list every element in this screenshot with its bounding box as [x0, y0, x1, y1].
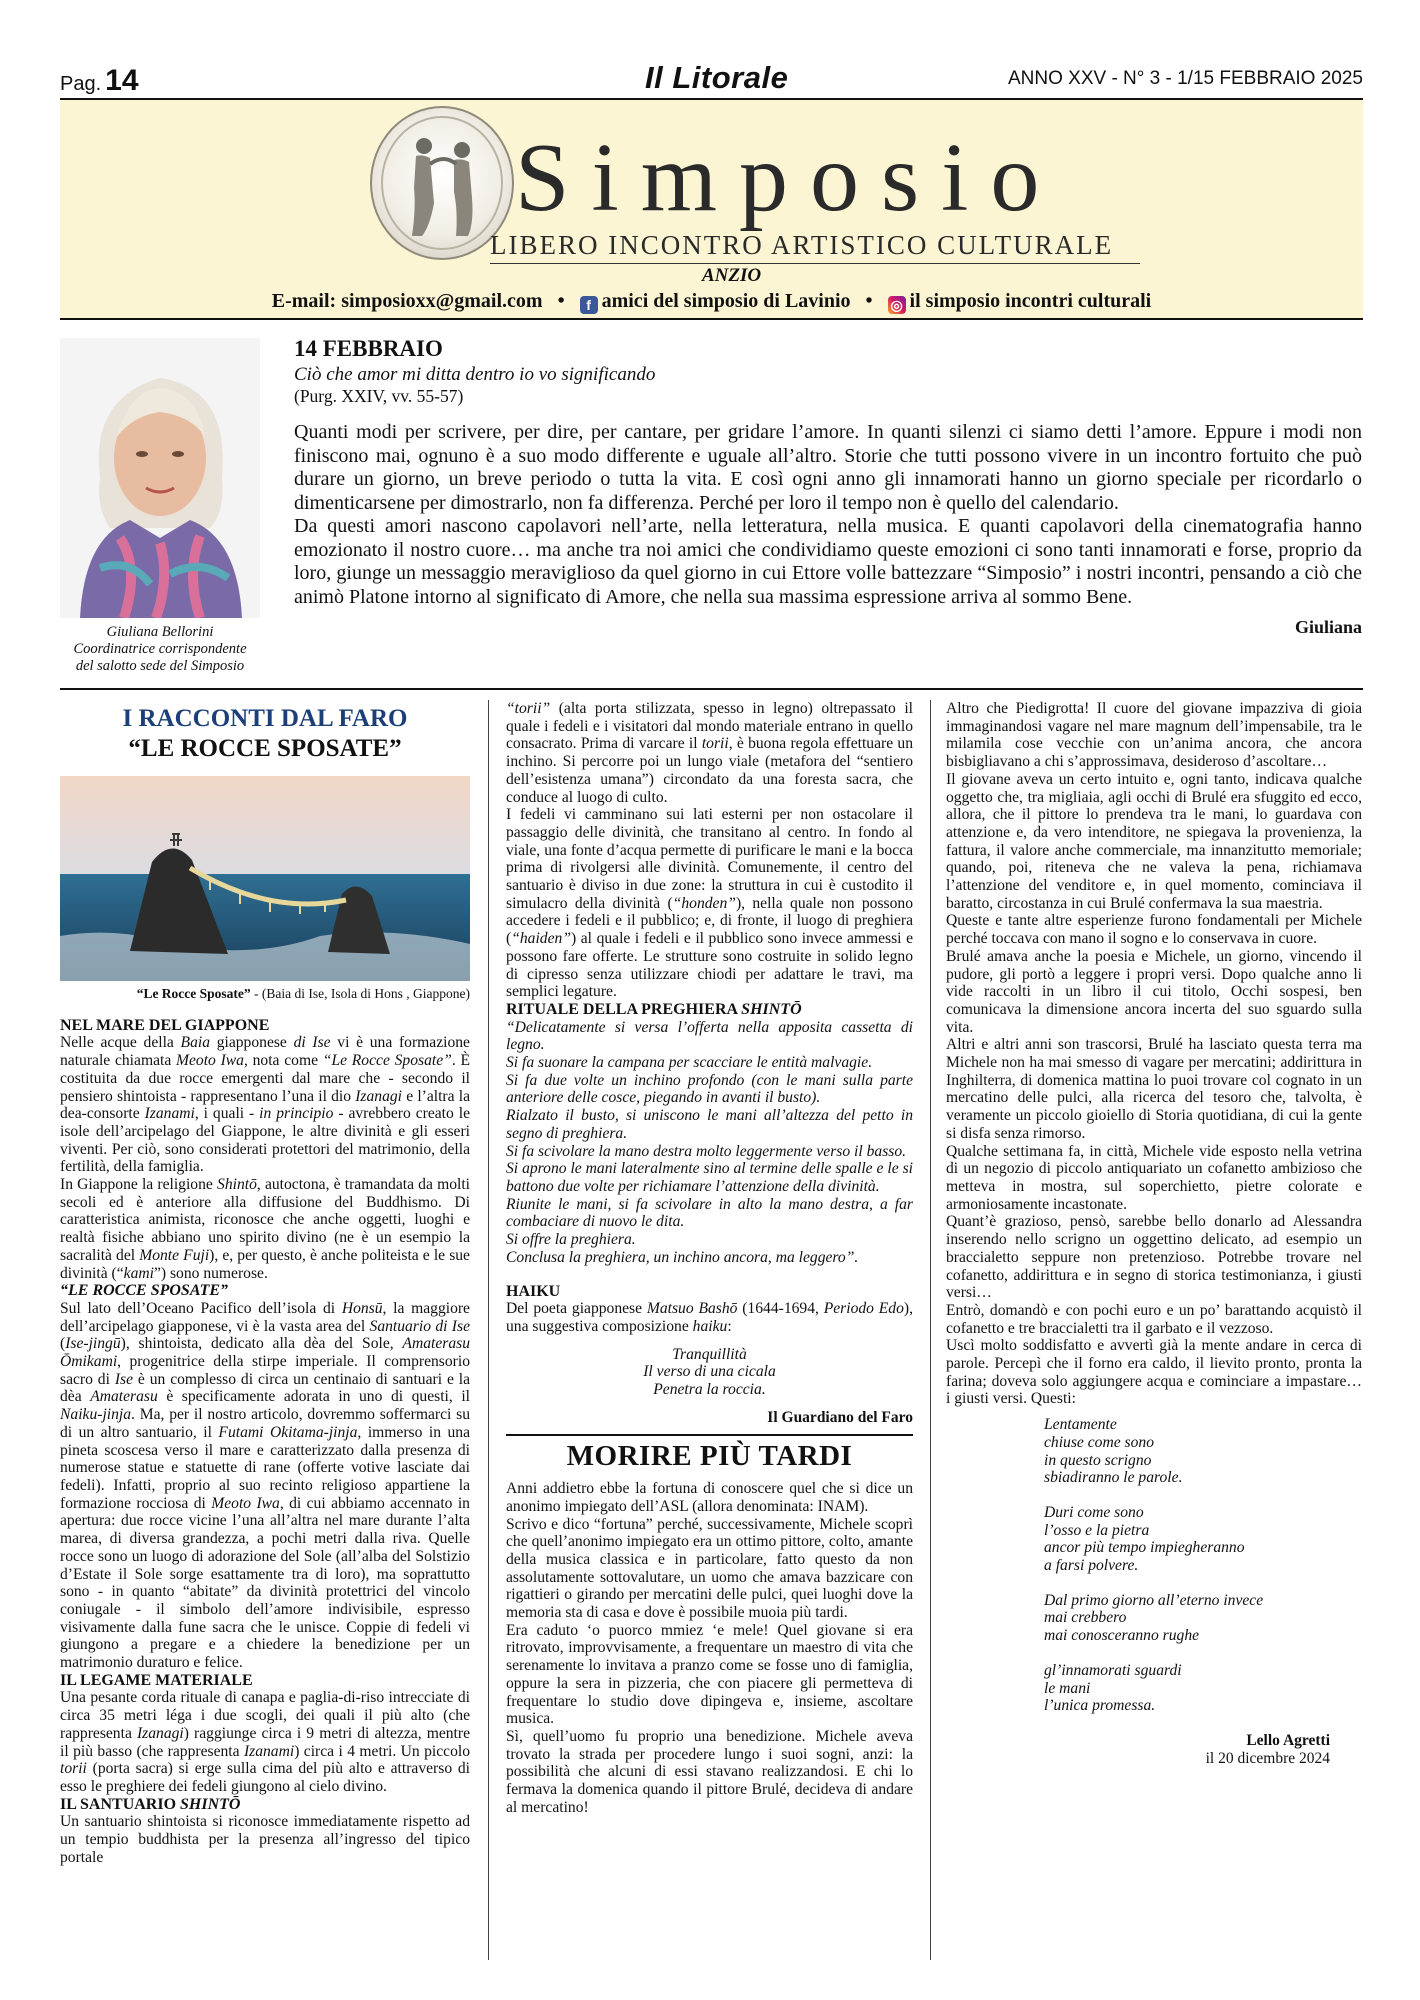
- paragraph: Quant’è grazioso, pensò, sarebbe bello donarlo ad Alessandra inserendo nello scrigno un oggettino delicato, ad esempio un braccialetto seppure non pretenzioso. Potrebbe trovare nel cofanetto, addirittura e in segno di storica testimonianza, i giusti versi…: [946, 1213, 1362, 1302]
- paragraph: Anni addietro ebbe la fortuna di conoscere quel che si dice un anonimo impiegato dell’ASL (allora denominata: INAM).: [506, 1480, 913, 1515]
- portrait-caption: Giuliana Bellorini Coordinatrice corrispondente del salotto sede del Simposio: [73, 624, 247, 674]
- section-rule: [60, 688, 1363, 690]
- paragraph: Scrivo e dico “fortuna” perché, successivamente, Michele scoprì che quell’anonimo impiegato era un ottimo pittore, colto, amante della musica classica e in particolare, fatto questo da non assolutamente sottovalutare, un uomo che amava bazzicare con rigattieri o girando per mercatini delle pulci, quei luoghi dove la memoria sta di casa e dove è possibile muoia più tardi.: [506, 1515, 913, 1622]
- facebook-contact[interactable]: amici del simposio di Lavinio: [601, 290, 851, 312]
- column-2: [506, 700, 913, 1816]
- paragraph: Un santuario shintoista si riconosce immediatamente rispetto ad un tempio buddhista per la presenza all’ingresso del tipico portale: [60, 1813, 470, 1866]
- poem-stanza: Duri come sono l’osso e la pietra ancor più tempo impiegheranno a farsi polvere.: [1044, 1503, 1245, 1575]
- intro-reference: (Purg. XXIV, vv. 55-57): [294, 386, 464, 406]
- intro-signature: Giuliana: [1294, 617, 1362, 637]
- poem-stanza: Lentamente chiuse come sono in questo scrigno sbiadiranno le parole.: [1044, 1416, 1183, 1487]
- column-divider: [930, 700, 931, 1960]
- simposio-slogan: LIBERO INCONTRO ARTISTICO CULTURALE: [490, 230, 1114, 260]
- subheading: RITUALE DELLA PREGHIERA SHINTŌ: [506, 1000, 802, 1018]
- subheading: IL SANTUARIO SHINTŌ: [60, 1795, 241, 1813]
- intro-title: 14 FEBBRAIO: [294, 336, 443, 361]
- wedded-rocks-photo: [60, 776, 470, 981]
- haiku-poem: Tranquillità Il verso di una cicala Penetra la roccia.: [643, 1345, 776, 1399]
- poem-stanza: gl’innamorati sguardi le mani l’unica promessa.: [1044, 1661, 1182, 1715]
- paragraph: “torii” (alta porta stilizzata, spesso in legno) oltrepassato il quale i fedeli e i visitatori dal mondo materiale entrano in quello consacrato. Prima di varcare il torii, è buona regola effettuare un inchino. Si percorre poi un lungo viale (metafora del “sentiero dell’esistenza umana”) circondato da una foresta sacra, che conduce al luogo di culto.: [506, 700, 913, 806]
- paragraph: Altro che Piedigrotta! Il cuore del giovane impazziva di gioia immaginandosi vagare nel mare magnum dell’impensabile, tra le milamila cose vecchie con un’anima ancora, che ancora bisbigliavano a chi s’approssimava, desideroso d’ascoltare…: [946, 700, 1362, 771]
- banner-rule: [490, 263, 1140, 264]
- morire-article-title: MORIRE PIÙ TARDI: [566, 1440, 853, 1473]
- paragraph: I fedeli vi camminano sui lati esterni per non ostacolare il passaggio delle divinità, che transitano al centro. In fondo al viale, una fonte d’acqua permette di purificare le mani e la bocca prima di rivolgersi alle divinità. Comunemente, il centro del santuario è diviso in due zone: la struttura in cui è custodito il simulacro della divinità (“honden”), nella quale non possono accedere i fedeli e il pubblico; e, di fronte, il luogo di preghiera (“haiden”) al quale i fedeli e il pubblico sono invece ammessi e possono fare offerte. Le strutture sono costruite in solido legno di cipresso senza utilizzare chiodi per adattare le travi, ma semplici legature.: [506, 806, 913, 1001]
- paragraph: Qualche settimana fa, in città, Michele vide esposto nella vetrina di un negozio di piccolo antiquariato un cofanetto ambizioso che metteva in mostra, sul soperchietto, pietre colorate e armoniosamente incastonate.: [946, 1142, 1362, 1213]
- morire-poem: [1044, 1416, 1362, 1715]
- subheading: HAIKU: [506, 1282, 561, 1300]
- intro-article: [294, 336, 1362, 638]
- photo-caption: “Le Rocce Sposate” - (Baia di Ise, Isola di Hons , Giappone): [136, 986, 470, 1001]
- intro-paragraph: Da questi amori nascono capolavori nell’arte, nella letteratura, nella musica. E quanti capolavori della cinematografia hanno emozionato il nostro cuore… ma anche tra noi amici che condividiamo queste emozioni ci sono tanti innamorati e forse, proprio da loro, giunge un messaggio meraviglioso da quel giorno in cui Ettore volle battezzare “Simposio” i nostri incontri, pensando a ciò che animò Platone intorno al significato di Amore, che nella sua massima espressione arriva al sommo Bene.: [294, 515, 1362, 608]
- instagram-icon: ◎: [888, 296, 906, 314]
- paragraph: Queste e tante altre esperienze furono fondamentali per Michele perché toccava con mano il sogno e lo conservava in cuore.: [946, 912, 1362, 948]
- simposio-city: ANZIO: [701, 265, 762, 286]
- subheading: NEL MARE DEL GIAPPONE: [60, 1016, 270, 1034]
- paragraph: In Giappone la religione Shintō, autoctona, è tramandata da molti secoli ed è anteriore alla diffusione del Buddhismo. Di caratteristica animista, riconosce che anche oggetti, luoghi e realtà fisiche abbiano uno spirito divino (ne è un esempio la sacralità del Monte Fuji), e, per questo, è anche politeista e le sue divinità (“kami”) sono numerose.: [60, 1176, 471, 1282]
- page-header: [60, 58, 1363, 98]
- faro-section-title: I RACCONTI DAL FARO: [122, 705, 408, 732]
- facebook-icon: f: [580, 296, 598, 314]
- email-contact[interactable]: E-mail: simposioxx@gmail.com: [271, 290, 543, 312]
- article-rule: [506, 1434, 913, 1436]
- faro-article-title: “LE ROCCE SPOSATE”: [128, 735, 402, 762]
- portrait-photo: [60, 338, 260, 618]
- intro-body: [294, 421, 1362, 609]
- paragraph: Uscì molto soddisfatto e avvertì già la mente andare in cerca di parole. Percepì che il forno era caldo, il lievito pronto, pronta la farina; doveva solo aggiungere acqua e cominciare a impastare… i giusti versi. Questi:: [946, 1337, 1362, 1408]
- poem-stanza: Dal primo giorno all’eterno invece mai crebbero mai conosceranno rughe: [1044, 1591, 1264, 1645]
- simposio-banner: [60, 100, 1363, 320]
- issue-info: ANNO XXV - N° 3 - 1/15 FEBBRAIO 2025: [1007, 68, 1363, 89]
- paragraph: Una pesante corda rituale di canapa e paglia-di-riso intrecciate di circa 35 metri léga i due scogli, dei quali il più alto (che rappresenta Izanagi) raggiunge circa i 9 metri di altezza, mentre il più basso (che rappresenta Izanami) circa i 4 metri. Un piccolo torii (porta sacra) si erge sulla cima del più alto e attraverso di esso le preghiere dei fedeli giungono al cielo divino.: [60, 1689, 470, 1795]
- faro-signature: Il Guardiano del Faro: [767, 1408, 913, 1426]
- contacts-line: [60, 290, 1363, 314]
- bullet: •: [865, 290, 873, 312]
- instagram-contact[interactable]: il simposio incontri culturali: [909, 290, 1152, 312]
- subheading: IL LEGAME MATERIALE: [60, 1671, 253, 1689]
- paragraph: Sul lato dell’Oceano Pacifico dell’isola di Honsū, la maggiore dell’arcipelago giapponese, vi è la vasta area del Santuario di Ise (Ise-jingū), shintoista, dedicato alla dèa del Sole, Amaterasu Ōmikami, progenitrice della stirpe imperiale. Il comprensorio sacro di Ise è un complesso di circa un centinaio di santuari e la dèa Amaterasu è specificamente adorata in uno di questi, il Naiku-jinja. Ma, per il nostro articolo, dovremmo soffermarci su di un altro santuario, il Futami Okitama-jinja, immerso in una pineta scoscesa verso il mare e caratterizzato dalla presenza di numerose statue e statuette di rane (offerte votive lasciate dai fedeli). Infatti, proprio al suo recinto religioso appartiene la formazione rocciosa di Meoto Iwa, di cui abbiamo accennato in apertura: due rocce vicine l’una all’altra nel mare durante l’alta marea, di diversa grandezza, a pochi metri dalla riva. Quelle rocce sono un luogo di adorazione del Sole (all’alba del Solstizio d’Estate il Sole sorge esattamente tra di loro), ma soprattutto sono - in quanto “abitate” da divinità protettrici del vincolo coniugale - il simbolo dell’amore indivisibile, espresso visivamente dalla fune sacra che le unisce. Coppie di fedeli vi giungono a pregare e a chiedere la benedizione per un matrimonio duraturo e felice.: [60, 1299, 471, 1672]
- bullet: •: [557, 290, 565, 312]
- subheading: “LE ROCCE SPOSATE”: [60, 1282, 229, 1300]
- paragraph: Entrò, domandò e con pochi euro e un po’ barattando acquistò il cofanetto e tre braccialetti tra il garbato e il vezzoso.: [946, 1301, 1362, 1337]
- morire-author: Lello Agretti il 20 dicembre 2024: [1205, 1731, 1330, 1767]
- intro-quote: Ciò che amor mi ditta dentro io vo significando: [294, 364, 656, 385]
- paragraph: Del poeta giapponese Matsuo Bashō (1644-1694, Periodo Edo), una suggestiva composizione haiku:: [506, 1300, 913, 1335]
- paragraph: Brulé amava anche la poesia e Michele, un giorno, vincendo il pudore, gli portò a leggere i propri versi. Dopo qualche anno li vide raccolti in un libro il cui titolo, Occhi sospesi, ben comunicava la dimensione ancora incerta del suo sguardo sulla vita.: [946, 947, 1362, 1036]
- page-number: 14: [105, 64, 139, 97]
- column-3: [946, 700, 1362, 1767]
- paragraph: Sì, quell’uomo fu proprio una benedizione. Michele aveva trovato la strada per procedere lungo i suoi sogni, anzi: la possibilità che alcuni di essi stavano realizzandosi. E chi lo fermava la domenica quando il pittore Brulé, decideva di andare al mercatino!: [506, 1727, 913, 1816]
- paragraph: Altri e altri anni son trascorsi, Brulé ha lasciato questa terra ma Michele non ha mai smesso di vagare per mercatini; addirittura in Inghilterra, di domenica mattina lo puoi trovare col cognato in un mercatino delle pulci, alla ricerca del tesoro che, talvolta, è veramente un piccolo gioiello di Storia quotidiana, di cui la gente si disfa senza rimorso.: [946, 1036, 1362, 1142]
- simposio-title: Simposio: [515, 124, 1062, 232]
- paragraph: Il giovane aveva un certo intuito e, ogni tanto, indicava qualche oggetto che, tra migliaia, agli occhi di Brulé era sfuggito ed ecco, allora, che il pittore lo prendeva tra le mani, lo guardava con attenzione e, da vero intenditore, ne spiegava la provenienza, la fattura, il valore anche commerciale, ma innanzitutto memoriale; quando, poi, riteneva che ne valeva la pena, richiamava l’attenzione del venditore e, in quel momento, cominciava il baratto, circostanza in cui Brulé confermava la sua maestria.: [946, 770, 1362, 912]
- intro-paragraph: Quanti modi per scrivere, per dire, per cantare, per gridare l’amore. In quanti silenzi ci siamo detti l’amore. Eppure i modi non finiscono mai, ognuno è a suo modo differente e uguale all’altro. Storie che tutti possono vivere in un incontro fortuito che può durare un giorno, un breve periodo o tutta la vita. E così ogni anno gli innamorati hanno un giorno speciale per ricordarlo o dimenticarsene per dimostrarlo, non fa differenza. Perché per loro il tempo non è quello del calendario.: [294, 421, 1362, 514]
- newspaper-name: Il Litorale: [645, 60, 789, 95]
- ritual-steps: “Delicatamente si versa l’offerta nella apposita cassetta di legno. Si fa suonare la campana per scacciare le entità malvagie. Si fa due volte un inchino profondo (con le mani sulla parte anteriore delle cosce, piegando in avanti il busto). Rialzato il busto, si uniscono le mani all’altezza del petto in segno di preghiera. Si fa scivolare la mano destra molto leggermente verso il basso. Si aprono le mani lateralmente sino al termine delle spalle e le si battono due volte per richiamare l’attenzione della divinità. Riunite le mani, si fa scivolare in alto la mano destra, a far combaciare di nuovo le dita. Si offre la preghiera. Conclusa la preghiera, un inchino ancora, ma leggero”.: [506, 1018, 913, 1266]
- paragraph: Nelle acque della Baia giapponese di Ise vi è una formazione naturale chiamata Meoto Iwa, nota come “Le Rocce Sposate”. È costituita da due rocce emergenti dal mare che - secondo il pensiero shintoista - rappresentano l’una il dio Izanagi e l’altra la dea-consorte Izanami, i quali - in principio - avrebbero creato le isole dell’arcipelago del Giappone, le altre divinità e gli esseri viventi. Per ciò, sono considerati protettori del matrimonio, della fertilità, della famiglia.: [60, 1034, 470, 1176]
- column-1: [60, 700, 470, 1866]
- paragraph: Era caduto ‘o puorco mmiez ‘e mele! Quel giovane si era ritrovato, improvvisamente, a frequentare un maestro di vita che serenamente lo invitava a pranzo come se fosse uno di famiglia, oppure la sera in pizzeria, che con piacere gli permetteva di frequentare lo studio dove dipingeva e, insieme, ascoltare musica.: [506, 1621, 913, 1728]
- page-number-label: Pag. 14: [60, 64, 139, 97]
- column-divider: [488, 700, 489, 1960]
